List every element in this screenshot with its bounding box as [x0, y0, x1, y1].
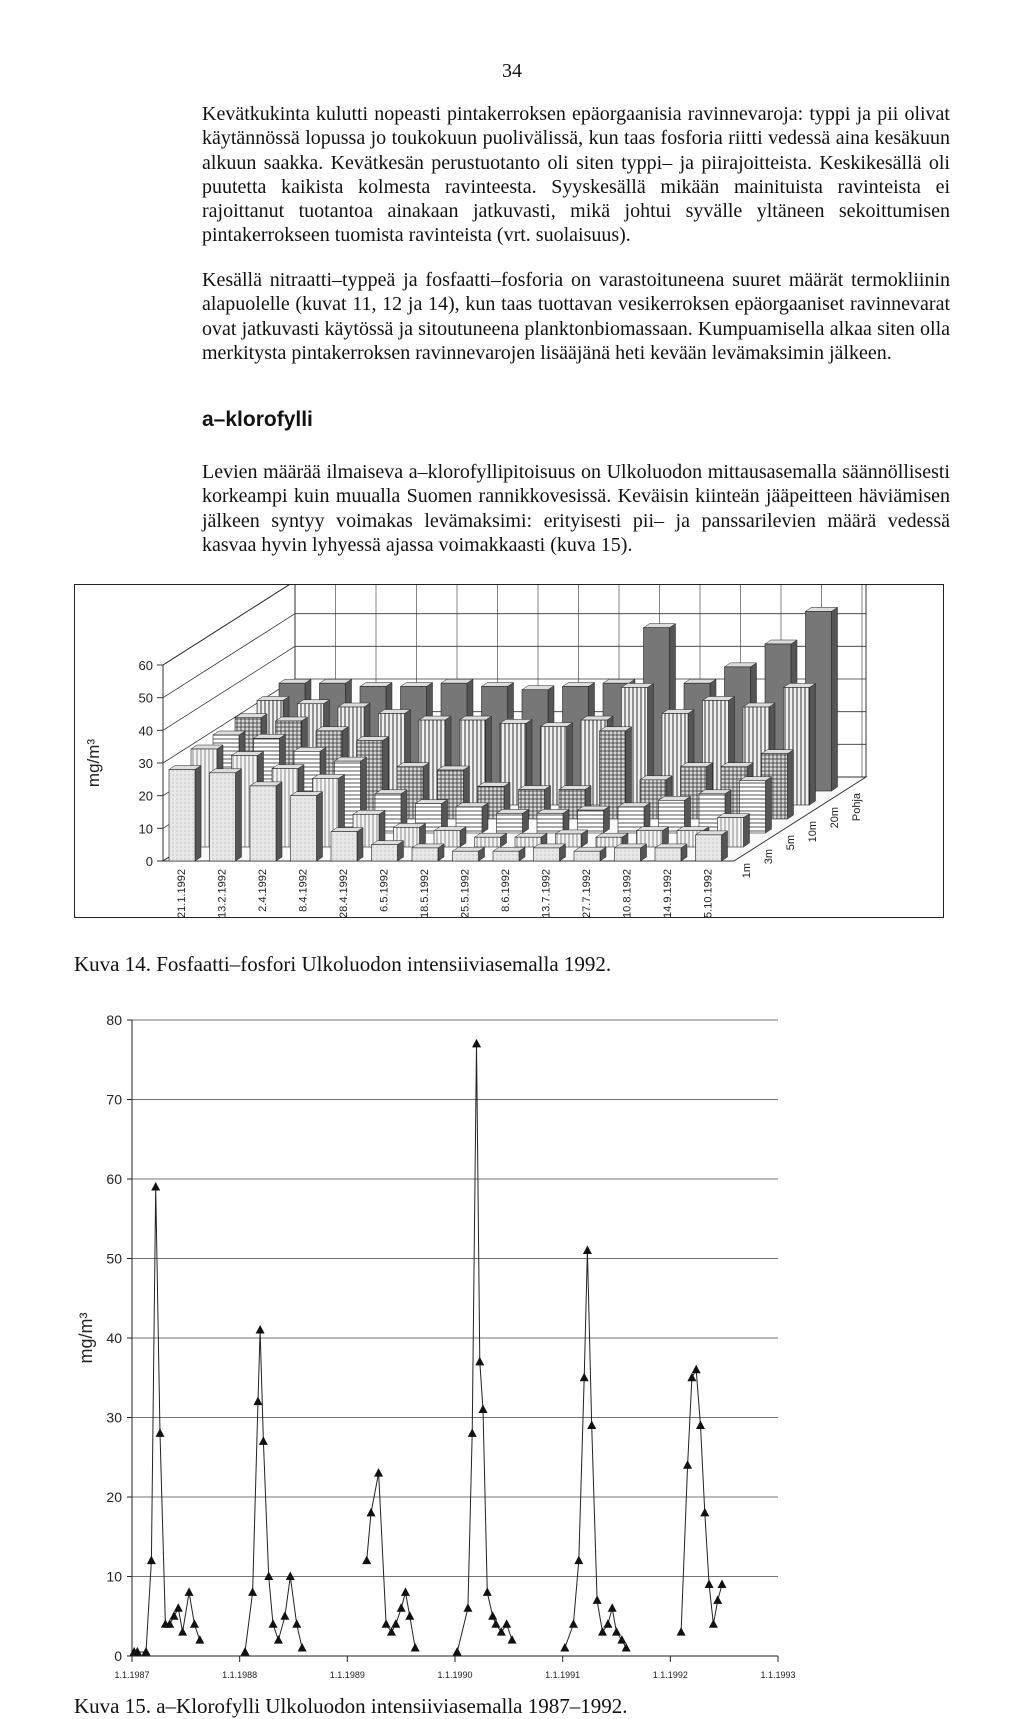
bar-top	[500, 719, 532, 723]
x-tick-label: 6.5.1992	[378, 869, 391, 912]
bars	[169, 607, 838, 861]
bar	[291, 792, 323, 861]
bar	[497, 809, 529, 833]
bar	[453, 847, 485, 861]
data-point	[387, 1627, 396, 1636]
bar-top	[684, 679, 716, 683]
data-point	[583, 1246, 592, 1255]
data-point	[598, 1627, 607, 1636]
bar-top	[493, 847, 525, 851]
bar-top	[357, 737, 389, 741]
bar-top	[291, 792, 323, 796]
data-point	[603, 1619, 612, 1628]
data-point	[264, 1572, 273, 1581]
y-tick-label: 40	[106, 1330, 122, 1346]
bar-front	[250, 786, 276, 861]
data-point	[248, 1587, 257, 1596]
data-point	[141, 1647, 150, 1656]
y-tick-label: 80	[106, 1012, 122, 1028]
bar	[372, 841, 404, 861]
data-point	[401, 1587, 410, 1596]
bar-top	[596, 833, 628, 837]
bar-top	[762, 750, 794, 754]
bar-side	[357, 828, 363, 861]
bar-top	[360, 682, 392, 686]
bar-top	[316, 727, 348, 731]
bar-top	[497, 809, 529, 813]
bar-top	[401, 682, 433, 686]
bar-side	[810, 683, 816, 805]
bar-top	[372, 841, 404, 845]
bar-front	[372, 845, 398, 861]
bar-side	[276, 782, 282, 861]
y-axis-label: mg/m³	[84, 738, 103, 788]
bar-side	[766, 777, 772, 833]
bar-top	[765, 640, 797, 644]
x-tick-label: 27.7.1992	[581, 869, 593, 917]
bar-front	[210, 773, 236, 861]
x-tick-label: 8.6.1992	[500, 869, 512, 912]
y-tick-label: 70	[106, 1091, 122, 1108]
figure-14-chart	[75, 585, 943, 917]
bar-side	[744, 814, 750, 847]
data-point	[560, 1643, 569, 1652]
data-point	[700, 1508, 709, 1517]
bar-top	[519, 786, 551, 790]
bar-top	[257, 696, 289, 700]
y-tick-label: 30	[106, 1409, 122, 1426]
data-point	[280, 1611, 289, 1620]
bar-front	[655, 848, 681, 861]
data-point	[488, 1611, 497, 1620]
bar-side	[236, 769, 242, 861]
data-point	[241, 1647, 250, 1656]
data-point	[705, 1579, 714, 1588]
y-tick-label: 10	[138, 821, 153, 837]
bar-top	[279, 679, 311, 683]
bar-top	[600, 727, 632, 731]
bar-top	[784, 683, 816, 687]
bar-top	[453, 847, 485, 851]
x-tick-label: 13.2.1992	[216, 869, 229, 917]
bar	[412, 844, 444, 861]
bar	[578, 806, 610, 833]
y-tick-label: 10	[106, 1568, 122, 1585]
bar-front	[537, 813, 563, 833]
bar-top	[644, 624, 676, 628]
bar-top	[659, 796, 691, 800]
data-point	[508, 1635, 517, 1644]
bar	[493, 847, 525, 861]
data-point	[298, 1643, 307, 1652]
bar-top	[276, 717, 308, 721]
data-point	[269, 1619, 278, 1628]
bar-front	[497, 813, 523, 833]
bar-top	[725, 663, 757, 667]
bar-top	[537, 809, 569, 813]
data-point	[147, 1556, 156, 1565]
bar-top	[615, 844, 647, 848]
bar	[475, 833, 507, 847]
x-tick-label: 14.9.1992	[662, 869, 674, 917]
bar-top	[213, 731, 245, 735]
data-point	[497, 1627, 506, 1636]
y-tick-label: 20	[138, 788, 153, 804]
x-tick-label: 28.4.1992	[338, 869, 350, 917]
figure-15-chart	[74, 1004, 798, 1686]
series-label: 20m	[829, 807, 841, 829]
bar-top	[272, 765, 304, 769]
bar	[331, 828, 363, 861]
figure-14-frame	[74, 584, 944, 918]
data-point	[259, 1436, 268, 1445]
bar-top	[379, 710, 411, 714]
bar-top	[298, 700, 330, 704]
data-point	[692, 1365, 701, 1374]
data-point	[405, 1611, 414, 1620]
data-point	[580, 1373, 589, 1382]
bar-top	[419, 716, 451, 720]
bar-front	[475, 837, 501, 847]
y-tick-label: 50	[138, 690, 153, 706]
data-point	[713, 1595, 722, 1604]
bar-top	[622, 683, 654, 687]
bar	[537, 809, 569, 833]
y-tick-label: 20	[106, 1489, 122, 1505]
data-point	[253, 1397, 262, 1406]
data-point	[397, 1603, 406, 1612]
bar-top	[250, 782, 282, 786]
bar-top	[210, 769, 242, 773]
bar-side	[317, 792, 323, 861]
bar-top	[696, 831, 728, 835]
bar-top	[563, 682, 595, 686]
data-point	[677, 1627, 686, 1636]
bar	[169, 766, 201, 861]
data-point	[478, 1405, 487, 1414]
bar	[696, 831, 728, 861]
bar-front	[169, 770, 195, 861]
bar-top	[637, 827, 669, 831]
y-tick-label: 0	[114, 1648, 122, 1664]
data-point	[468, 1428, 477, 1437]
data-point	[178, 1627, 187, 1636]
bar-top	[313, 774, 345, 778]
bar-top	[397, 763, 429, 767]
bar-front	[696, 835, 722, 861]
x-tick-label: 5.10.1992	[702, 869, 715, 917]
y-tick-label: 60	[106, 1171, 122, 1187]
bar-top	[559, 786, 591, 790]
data-point	[593, 1595, 602, 1604]
data-point	[718, 1579, 727, 1588]
bar-top	[434, 827, 466, 831]
gridline-left	[163, 614, 295, 698]
data-point	[382, 1619, 391, 1628]
bar-top	[438, 766, 470, 770]
series-label: Pohja	[851, 793, 863, 822]
bar-side	[482, 803, 488, 833]
bar-front	[291, 796, 317, 861]
bar-top	[375, 790, 407, 794]
bar-top	[169, 766, 201, 770]
bar-top	[232, 752, 264, 756]
data-point	[174, 1603, 183, 1612]
bar-top	[718, 814, 750, 818]
data-line	[134, 1044, 722, 1652]
data-point	[391, 1619, 400, 1628]
bar-top	[515, 833, 547, 837]
bar-top	[541, 723, 573, 727]
data-point	[274, 1635, 283, 1644]
bar	[210, 769, 242, 861]
bar-top	[581, 716, 613, 720]
x-tick-label: 2.4.1992	[257, 869, 269, 912]
data-point	[151, 1182, 160, 1191]
bar-front	[578, 810, 604, 833]
bar-top	[556, 830, 588, 834]
data-point	[687, 1373, 696, 1382]
data-point	[491, 1619, 500, 1628]
bar-top	[743, 703, 775, 707]
bar-top	[460, 716, 492, 720]
bar-front	[412, 848, 438, 861]
data-point	[185, 1587, 194, 1596]
series-label: 10m	[807, 821, 819, 843]
data-point	[608, 1603, 617, 1612]
bar-top	[191, 745, 223, 749]
series-label: 5m	[785, 835, 797, 851]
data-point	[569, 1619, 578, 1628]
data-point	[195, 1635, 204, 1644]
x-tick-label: 1.1.1993	[760, 1670, 796, 1680]
bar-front	[453, 851, 479, 861]
bar-top	[574, 847, 606, 851]
series-label: 1m	[741, 863, 753, 879]
bar-top	[603, 679, 635, 683]
bar-top	[320, 679, 352, 683]
x-tick-label: 18.5.1992	[419, 869, 431, 917]
figure-15-frame	[74, 1004, 798, 1686]
x-tick-label: 1.1.1990	[437, 1670, 473, 1680]
bar-top	[522, 686, 554, 690]
data-point	[502, 1619, 511, 1628]
x-tick-label: 1.1.1988	[222, 1670, 258, 1680]
bar-top	[394, 823, 426, 827]
paragraph-2: Kesällä nitraatti–typpeä ja fosfaatti–fosforia on varastoituneena suuret määrät termokliinin alapuolelle (kuvat 11, 12 ja 14), kun taas tuottavan vesikerroksen epäorgaaniset ravinnevarat ovat jatkuvasti käytössä ja sitoutuneena planktonbiomassaan. Kumpuamisella alkaa siten olla merkitysta pintakerroksen ravinnevarojen lisääjänä heti kevään levämaksimin jälkeen.	[202, 269, 950, 364]
page-number: 34	[502, 60, 522, 82]
series-label: 3m	[763, 849, 775, 865]
axes	[106, 1012, 795, 1680]
bar-top	[640, 776, 672, 780]
bar-side	[788, 750, 794, 819]
data-point	[472, 1039, 481, 1048]
y-tick-label: 60	[138, 658, 153, 673]
bar-top	[677, 827, 709, 831]
bar-side	[722, 831, 728, 861]
bar-top	[482, 682, 514, 686]
data-point	[362, 1556, 371, 1565]
bar-side	[195, 766, 201, 861]
y-tick-label: 0	[145, 854, 153, 869]
bar-top	[740, 777, 772, 781]
data-point	[483, 1587, 492, 1596]
bar	[615, 844, 647, 861]
bar	[574, 847, 606, 861]
bar-front	[534, 848, 560, 861]
data-point	[574, 1556, 583, 1565]
data-point	[587, 1420, 596, 1429]
bar-top	[294, 747, 326, 751]
x-tick-label: 1.1.1989	[329, 1670, 365, 1680]
data-point	[190, 1619, 199, 1628]
bar-top	[331, 828, 363, 832]
bar-top	[254, 734, 286, 738]
y-tick-label: 40	[138, 723, 153, 739]
data-point	[256, 1325, 265, 1334]
paragraph-3: Levien määrää ilmaiseva a–klorofyllipitoisuus on Ulkoluodon mittausasemalla säännöllisesti korkeampi kuin muualla Suomen rannikkovesissä. Keväisin kiinteän jääpeitteen häviämisen jälkeen syntyy voimakas levämaksimi: erityisesti pii– ja panssarilevien määrä vedessä kasvaa hyvin lyhyessä ajassa voimakkaasti (kuva 15).	[202, 461, 950, 556]
bar	[655, 844, 687, 861]
x-tick-label: 1.1.1987	[114, 1670, 150, 1680]
data-point	[367, 1508, 376, 1517]
bar-side	[604, 806, 610, 833]
data-point	[169, 1611, 178, 1620]
bar-top	[721, 763, 753, 767]
figure-14-caption: Kuva 14. Fosfaatti–fosfori Ulkoluodon intensiiviasemalla 1992.	[74, 952, 612, 976]
bar-front	[574, 851, 600, 861]
x-tick-label: 1.1.1992	[652, 1670, 688, 1680]
data-point	[709, 1619, 718, 1628]
bar-top	[416, 800, 448, 804]
data-point	[696, 1420, 705, 1429]
bar-front	[493, 851, 519, 861]
data-point	[286, 1572, 295, 1581]
bar-front	[331, 832, 357, 861]
bar-top	[699, 790, 731, 794]
data-point	[683, 1460, 692, 1469]
x-tick-label: 10.8.1992	[621, 869, 634, 917]
data-point	[155, 1428, 164, 1437]
paragraph-1: Kevätkukinta kulutti nopeasti pintakerroksen epäorgaanisia ravinnevaroja: typpi ja pii olivat käytännössä lopussa jo toukokuun puolivälissä, kun taas fosforia riitti vedessä aina kesäkuun alkuun saakka. Kevätkesän perustuotanto oli siten typpi– ja piirajoitteista. Keskikesällä oli puutetta kaikista kolmesta ravinteesta. Syyskesällä mikään mainituista ravinteista ei rajoittanut tuotantoa ainakaan jatkuvasti, mikä johtui syvälle yltäneen sekoittumisen pintakerrokseen tuomista ravinteista (vrt. suolaisuus).	[202, 103, 950, 247]
x-tick-label: 13.7.1992	[540, 869, 553, 917]
x-tick-label: 21.1.1992	[176, 869, 188, 917]
bar-top	[806, 607, 838, 611]
bar-top	[618, 803, 650, 807]
bar	[534, 844, 566, 861]
x-tick-label: 1.1.1991	[545, 1670, 581, 1680]
y-axis-label: mg/m³	[76, 1312, 96, 1364]
section-heading: a–klorofylli	[202, 408, 313, 431]
data-point	[374, 1468, 383, 1477]
data-point	[463, 1603, 472, 1612]
bar-top	[338, 703, 370, 707]
y-tick-label: 30	[138, 756, 153, 771]
bar-top	[335, 757, 367, 761]
x-tick-label: 25.5.1992	[459, 869, 472, 917]
gridline-left	[163, 585, 295, 665]
data-point	[612, 1627, 621, 1636]
y-tick-label: 50	[106, 1250, 122, 1267]
data-point	[475, 1357, 484, 1366]
bar-top	[681, 763, 713, 767]
data-point	[622, 1643, 631, 1652]
bar-top	[655, 844, 687, 848]
bar-top	[578, 806, 610, 810]
bar-top	[412, 844, 444, 848]
bar-top	[475, 833, 507, 837]
data-point	[292, 1619, 301, 1628]
bar-top	[456, 803, 488, 807]
x-tick-label: 8.4.1992	[297, 869, 310, 912]
series-line	[134, 1044, 722, 1652]
data-markers	[130, 1039, 727, 1656]
data-point	[617, 1635, 626, 1644]
bar	[250, 782, 282, 861]
bar-top	[478, 782, 510, 786]
bar-top	[703, 696, 735, 700]
figure-15-caption: Kuva 15. a–Klorofylli Ulkoluodon intensiiviasemalla 1987–1992.	[74, 1694, 628, 1718]
bar-side	[832, 607, 838, 791]
data-point	[411, 1643, 420, 1652]
bar-top	[662, 710, 694, 714]
bar-top	[235, 714, 267, 718]
bar-top	[353, 810, 385, 814]
bar-top	[441, 679, 473, 683]
data-point	[453, 1647, 462, 1656]
bar-top	[534, 844, 566, 848]
bar-front	[615, 848, 641, 861]
